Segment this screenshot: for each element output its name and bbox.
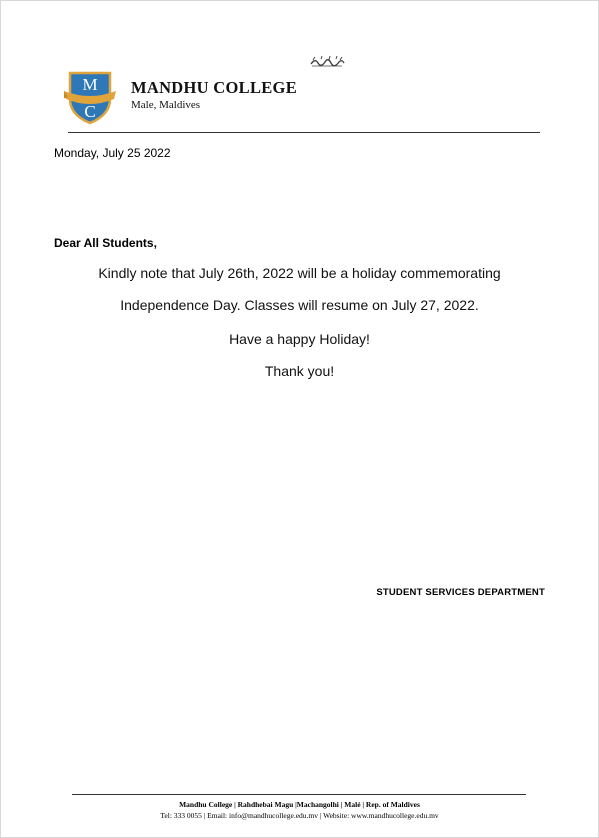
body-line: Thank you! — [264, 363, 335, 379]
footer-address: Mandhu College | Rahdhebai Magu |Machangolhi | Malé | Rep. of Maldives — [179, 800, 420, 809]
footer-contact: Tel: 333 0055 | Email: info@mandhucollege.edu.mv | Website: www.mandhucollege.edu.mv — [160, 811, 439, 820]
crest-letter-c: C — [84, 102, 96, 121]
body-line: Independence Day. Classes will resume on July 27, 2022. — [120, 297, 479, 313]
body-line: Have a happy Holiday! — [229, 331, 370, 347]
college-crest-logo — [64, 69, 116, 125]
salutation: Dear All Students, — [54, 236, 157, 250]
sign-off-department: STUDENT SERVICES DEPARTMENT — [376, 587, 545, 598]
bismillah-calligraphy-icon — [309, 54, 345, 68]
crest-letter-m: M — [82, 75, 98, 94]
college-name: MANDHU COLLEGE — [131, 78, 298, 97]
body-line: Kindly note that July 26th, 2022 will be a holiday commemorating — [98, 265, 501, 281]
header-divider — [68, 132, 540, 133]
footer-divider — [72, 794, 526, 795]
letter-date: Monday, July 25 2022 — [54, 146, 171, 160]
college-location: Male, Maldives — [131, 99, 201, 111]
